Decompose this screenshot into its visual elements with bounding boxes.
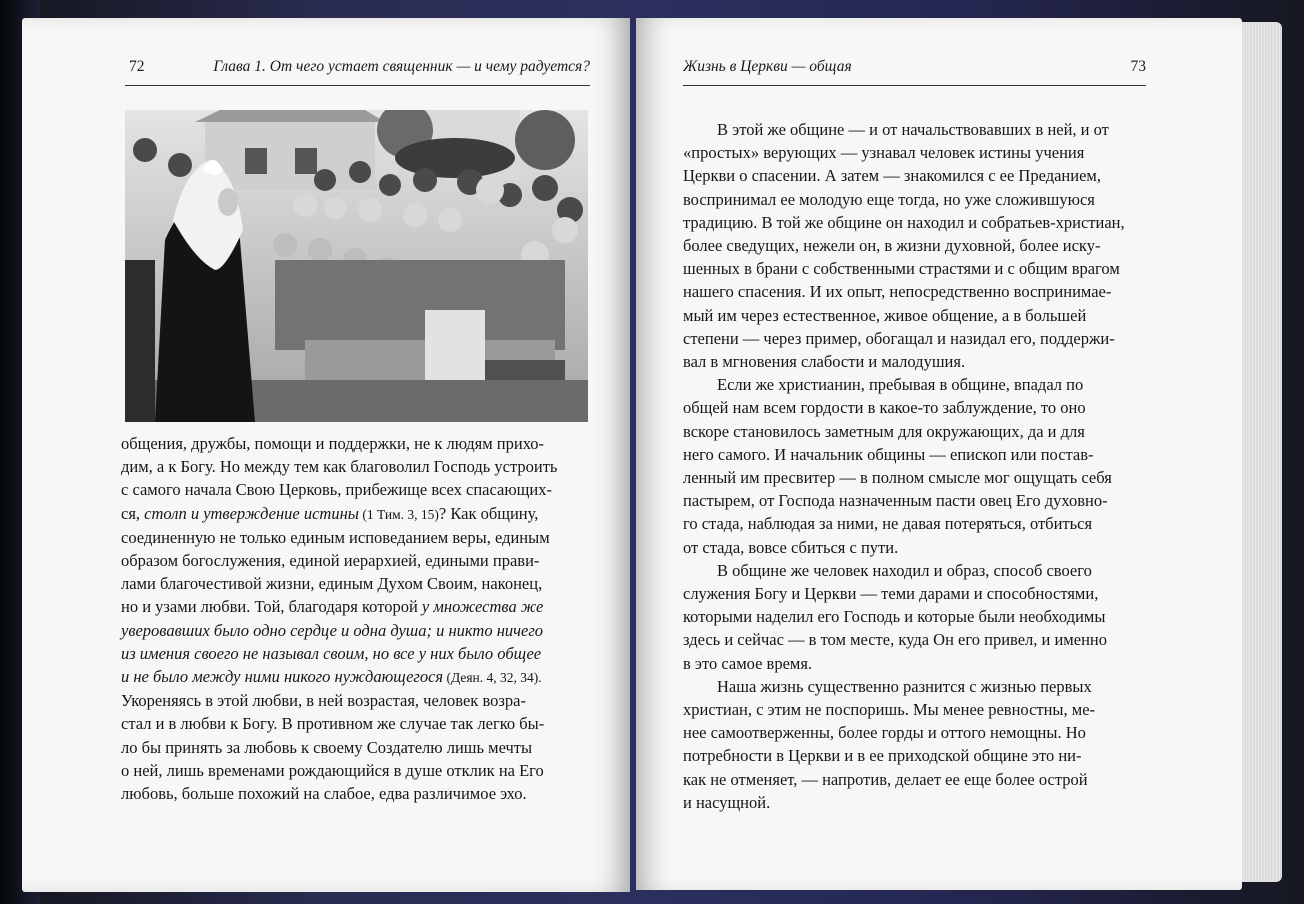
right-text-line: потребности в Церкви и в ее приходской общине это ни- [683,746,1082,766]
text-segment: из имения своего не называл своим, но все у них было общее [121,643,542,663]
left-text-line [121,595,589,618]
left-text-line [121,712,589,735]
right-text-line: нашего спасения. И их опыт, непосредственно воспринимае- [683,282,1112,302]
right-page-number: 73 [1130,58,1146,75]
left-text-line [121,759,589,782]
left-page-number: 72 [129,58,145,75]
right-text-line: пастырем, от Господа назначенным пасти овец Его духовно- [683,491,1108,511]
right-text-line: от стада, вовсе сбиться с пути. [683,537,899,557]
right-text-line: как не отменяет, — напротив, делает ее еще более острой [683,769,1088,789]
left-text-line [121,619,589,642]
right-text-line: ленный им пресвитер — в полном смысле мог ощущать себя [683,468,1112,488]
right-text-line: вскоре становилось заметным для окружающих, да и для [683,421,1085,441]
right-text-line: которыми наделил его Господь и которые были необходимы [683,607,1106,627]
left-text-line [121,478,589,501]
right-text-line: более сведущих, нежели он, в жизни духовной, более иску- [683,236,1101,256]
right-text-line: служения Богу и Церкви — теми дарами и способностями, [683,584,1099,604]
text-segment: уверовавших было одно сердце и одна душа; и никто ничего [121,620,544,640]
right-text-line: В этой же общине — и от начальствовавших в ней, и от [717,120,1109,139]
right-text-line: Если же христианин, пребывая в общине, впадал по [717,375,1084,395]
right-text-line: и насущной. [683,792,771,812]
right-text-line: вал в мгновения слабости и малодушия. [683,352,966,372]
left-text-line [121,642,589,665]
text-segment: (1 Тим. 3, 15) [358,506,439,522]
left-text-line [121,502,589,526]
left-text-line [121,736,589,759]
text-segment: (Деян. 4, 32, 34). [443,670,542,686]
text-segment: стал и в любви к Богу. В противном же случае так легко бы- [121,714,545,734]
text-segment: соединенную не только единым исповеданием веры, единым [121,527,550,547]
page-edges [1238,22,1282,882]
text-segment: ло бы принять за любовь к своему Создателю лишь мечты [121,737,533,757]
left-text-line [121,572,589,595]
text-segment: у множества же [421,597,544,617]
right-text-line: нее самоотверженны, более горды и оттого немощны. Но [683,723,1086,743]
left-text-line [121,526,589,549]
left-chapter-title: Глава 1. От чего устает священник — и чему радуется? [213,58,590,75]
left-text-line [121,455,589,478]
right-text-line: Церкви о спасении. А затем — знакомился с ее Преданием, [683,166,1101,186]
text-segment: и не было между ними никого нуждающегося [121,667,444,687]
right-text-line: степени — через пример, обогащал и назидал его, поддержи- [683,328,1115,348]
text-segment: Укореняясь в этой любви, в ней возрастая, человек возра- [121,691,526,711]
right-text-line: го стада, наблюдая за ними, не давая потеряться, отбиться [683,514,1093,534]
right-text-line: «простых» верующих — узнавал человек истины учения [683,143,1085,163]
left-text-line [121,782,589,805]
right-section-title: Жизнь в Церкви — общая [683,58,852,75]
left-body-text [121,432,589,805]
left-text-line [121,432,589,455]
right-text-line: традицию. В той же общине он находил и собратьев-христиан, [683,212,1125,232]
right-text-line: мый им через естественное, живое общение, а в большей [683,305,1087,325]
right-text-line: воспринимал ее молодую еще тогда, но уже сложившуюся [683,189,1095,209]
right-body-text [683,118,1146,814]
text-segment: лами благочестивой жизни, единым Духом Своим, наконец, [121,574,543,594]
text-segment: ся, [121,503,145,523]
left-text-line [121,665,589,689]
text-segment: о ней, лишь временами рождающийся в душе отклик на Его [121,760,544,780]
text-segment: общения, дружбы, помощи и поддержки, не к людям прихо- [121,434,545,453]
right-text-line: шенных в брани с собственными страстями и с общим врагом [683,259,1120,279]
right-text-line: В общине же человек находил и образ, способ своего [717,560,1092,580]
right-text-line: него самого. И начальник общины — епископ или постав- [683,444,1094,464]
right-header-rule [683,85,1146,86]
right-text-line: здесь и сейчас — в том месте, куда Он его привел, и именно [683,630,1107,650]
left-header-rule [125,85,590,86]
right-text-line: в это самое время. [683,653,813,673]
right-text-line: христиан, с этим не поспоришь. Мы менее ревностны, ме- [683,700,1096,720]
text-segment: ? Как общину, [438,503,539,523]
right-text-line: общей нам всем гордости в какое-то заблуждение, то оно [683,398,1086,418]
right-text-line: Наша жизнь существенно разнится с жизнью первых [717,676,1092,696]
photo-patriarch-with-children [125,110,588,422]
left-text-line [121,689,589,712]
text-segment: столп и утверждение истины [144,503,359,523]
left-text-line [121,549,589,572]
text-segment: образом богослужения, единой иерархией, едиными прави- [121,551,540,571]
text-segment: с самого начала Свою Церковь, прибежище всех спасающих- [121,480,552,500]
text-segment: но и узами любви. Той, благодаря которой [121,597,422,617]
text-segment: дим, а к Богу. Но между тем как благоволил Господь устроить [121,457,558,477]
text-segment: любовь, больше похожий на слабое, едва различимое эхо. [121,784,527,804]
